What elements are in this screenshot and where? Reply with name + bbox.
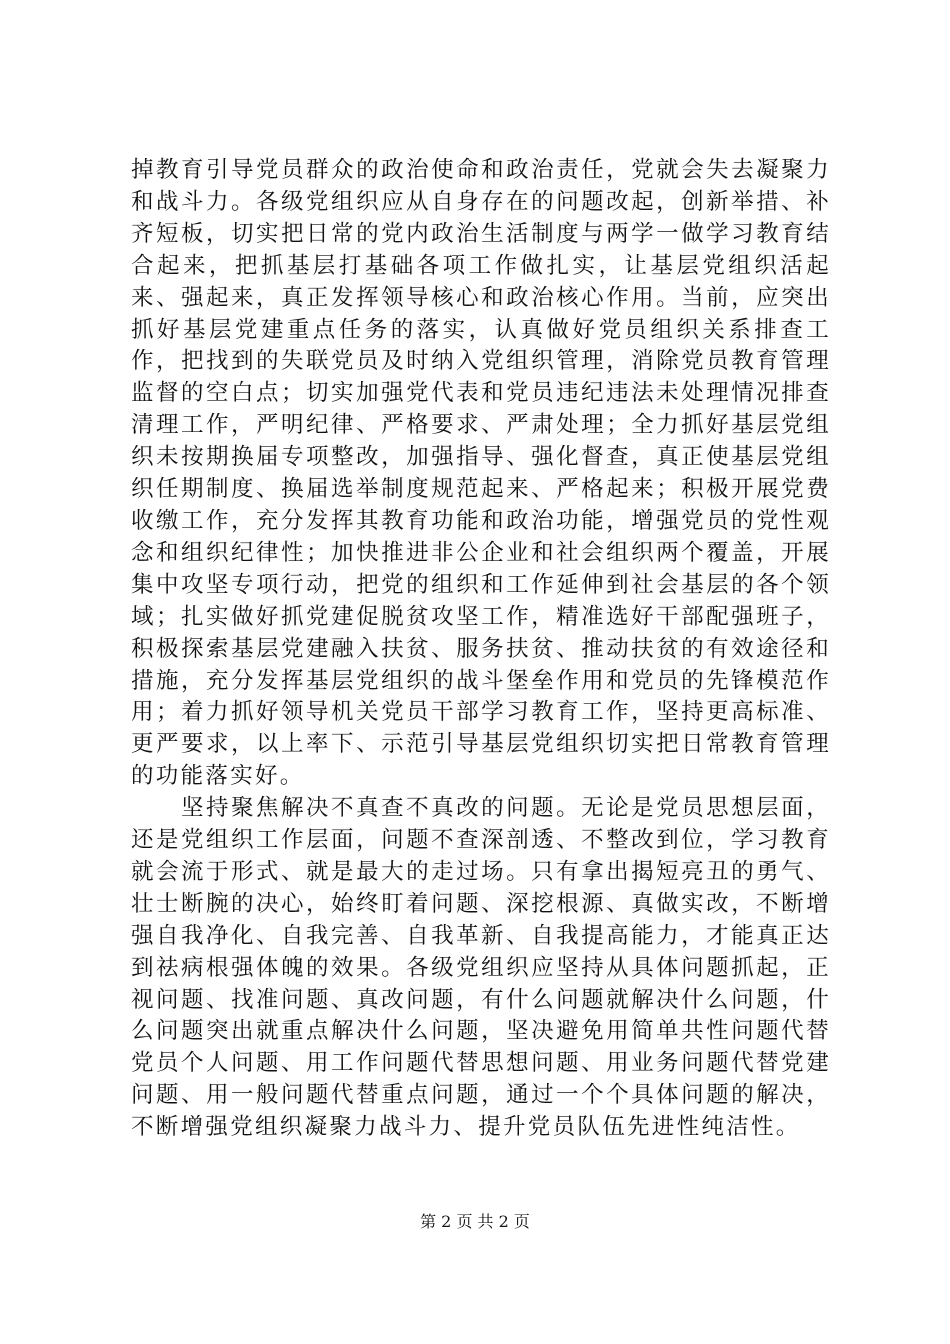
document-body — [131, 155, 831, 1144]
paragraph-problem-focus: 坚持聚焦解决不真查不真改的问题。无论是党员思想层面，还是党组织工作层面，问题不查深剖透、不整改到位，学习教育就会流于形式、就是最大的走过场。只有拿出揭短亮丑的勇气、壮士断腕的决心，始终盯着问题、深挖根源、真做实改，不断增强自我净化、自我完善、自我革新、自我提高能力，才能真正达到祛病根强体魄的效果。各级党组织应坚持从具体问题抓起，正视问题、找准问题、真改问题，有什么问题就解决什么问题，什么问题突出就重点解决什么问题，坚决避免用简单共性问题代替党员个人问题、用工作问题代替思想问题、用业务问题代替党建问题、用一般问题代替重点问题，通过一个个具体问题的解决，不断增强党组织凝聚力战斗力、提升党员队伍先进性纯洁性。 — [131, 795, 831, 1141]
page-footer: 第 2 页 共 2 页 — [420, 1212, 530, 1231]
paragraph-continuation: 掉教育引导党员群众的政治使命和政治责任，党就会失去凝聚力和战斗力。各级党组织应从自身存在的问题改起，创新举措、补齐短板，切实把日常的党内政治生活制度与两学一做学习教育结合起来，把抓基层打基础各项工作做扎实，让基层党组织活起来、强起来，真正发挥领导核心和政治核心作用。当前，应突出抓好基层党建重点任务的落实，认真做好党员组织关系排查工作，把找到的失联党员及时纳入党组织管理，消除党员教育管理监督的空白点；切实加强党代表和党员违纪违法未处理情况排查清理工作，严明纪律、严格要求、严肃处理；全力抓好基层党组织未按期换届专项整改，加强指导、强化督查，真正使基层党组织任期制度、换届选举制度规范起来、严格起来；积极开展党费收缴工作，充分发挥其教育功能和政治功能，增强党员的党性观念和组织纪律性；加快推进非公企业和社会组织两个覆盖，开展集中攻坚专项行动，把党的组织和工作延伸到社会基层的各个领域；扎实做好抓党建促脱贫攻坚工作，精准选好干部配强班子，积极探索基层党建融入扶贫、服务扶贫、推动扶贫的有效途径和措施，充分发挥基层党组织的战斗堡垒作用和党员的先锋模范作用；着力抓好领导机关党员干部学习教育工作，坚持更高标准、更严要求，以上率下、示范引导基层党组织切实把日常教育管理的功能落实好。 — [131, 157, 831, 790]
